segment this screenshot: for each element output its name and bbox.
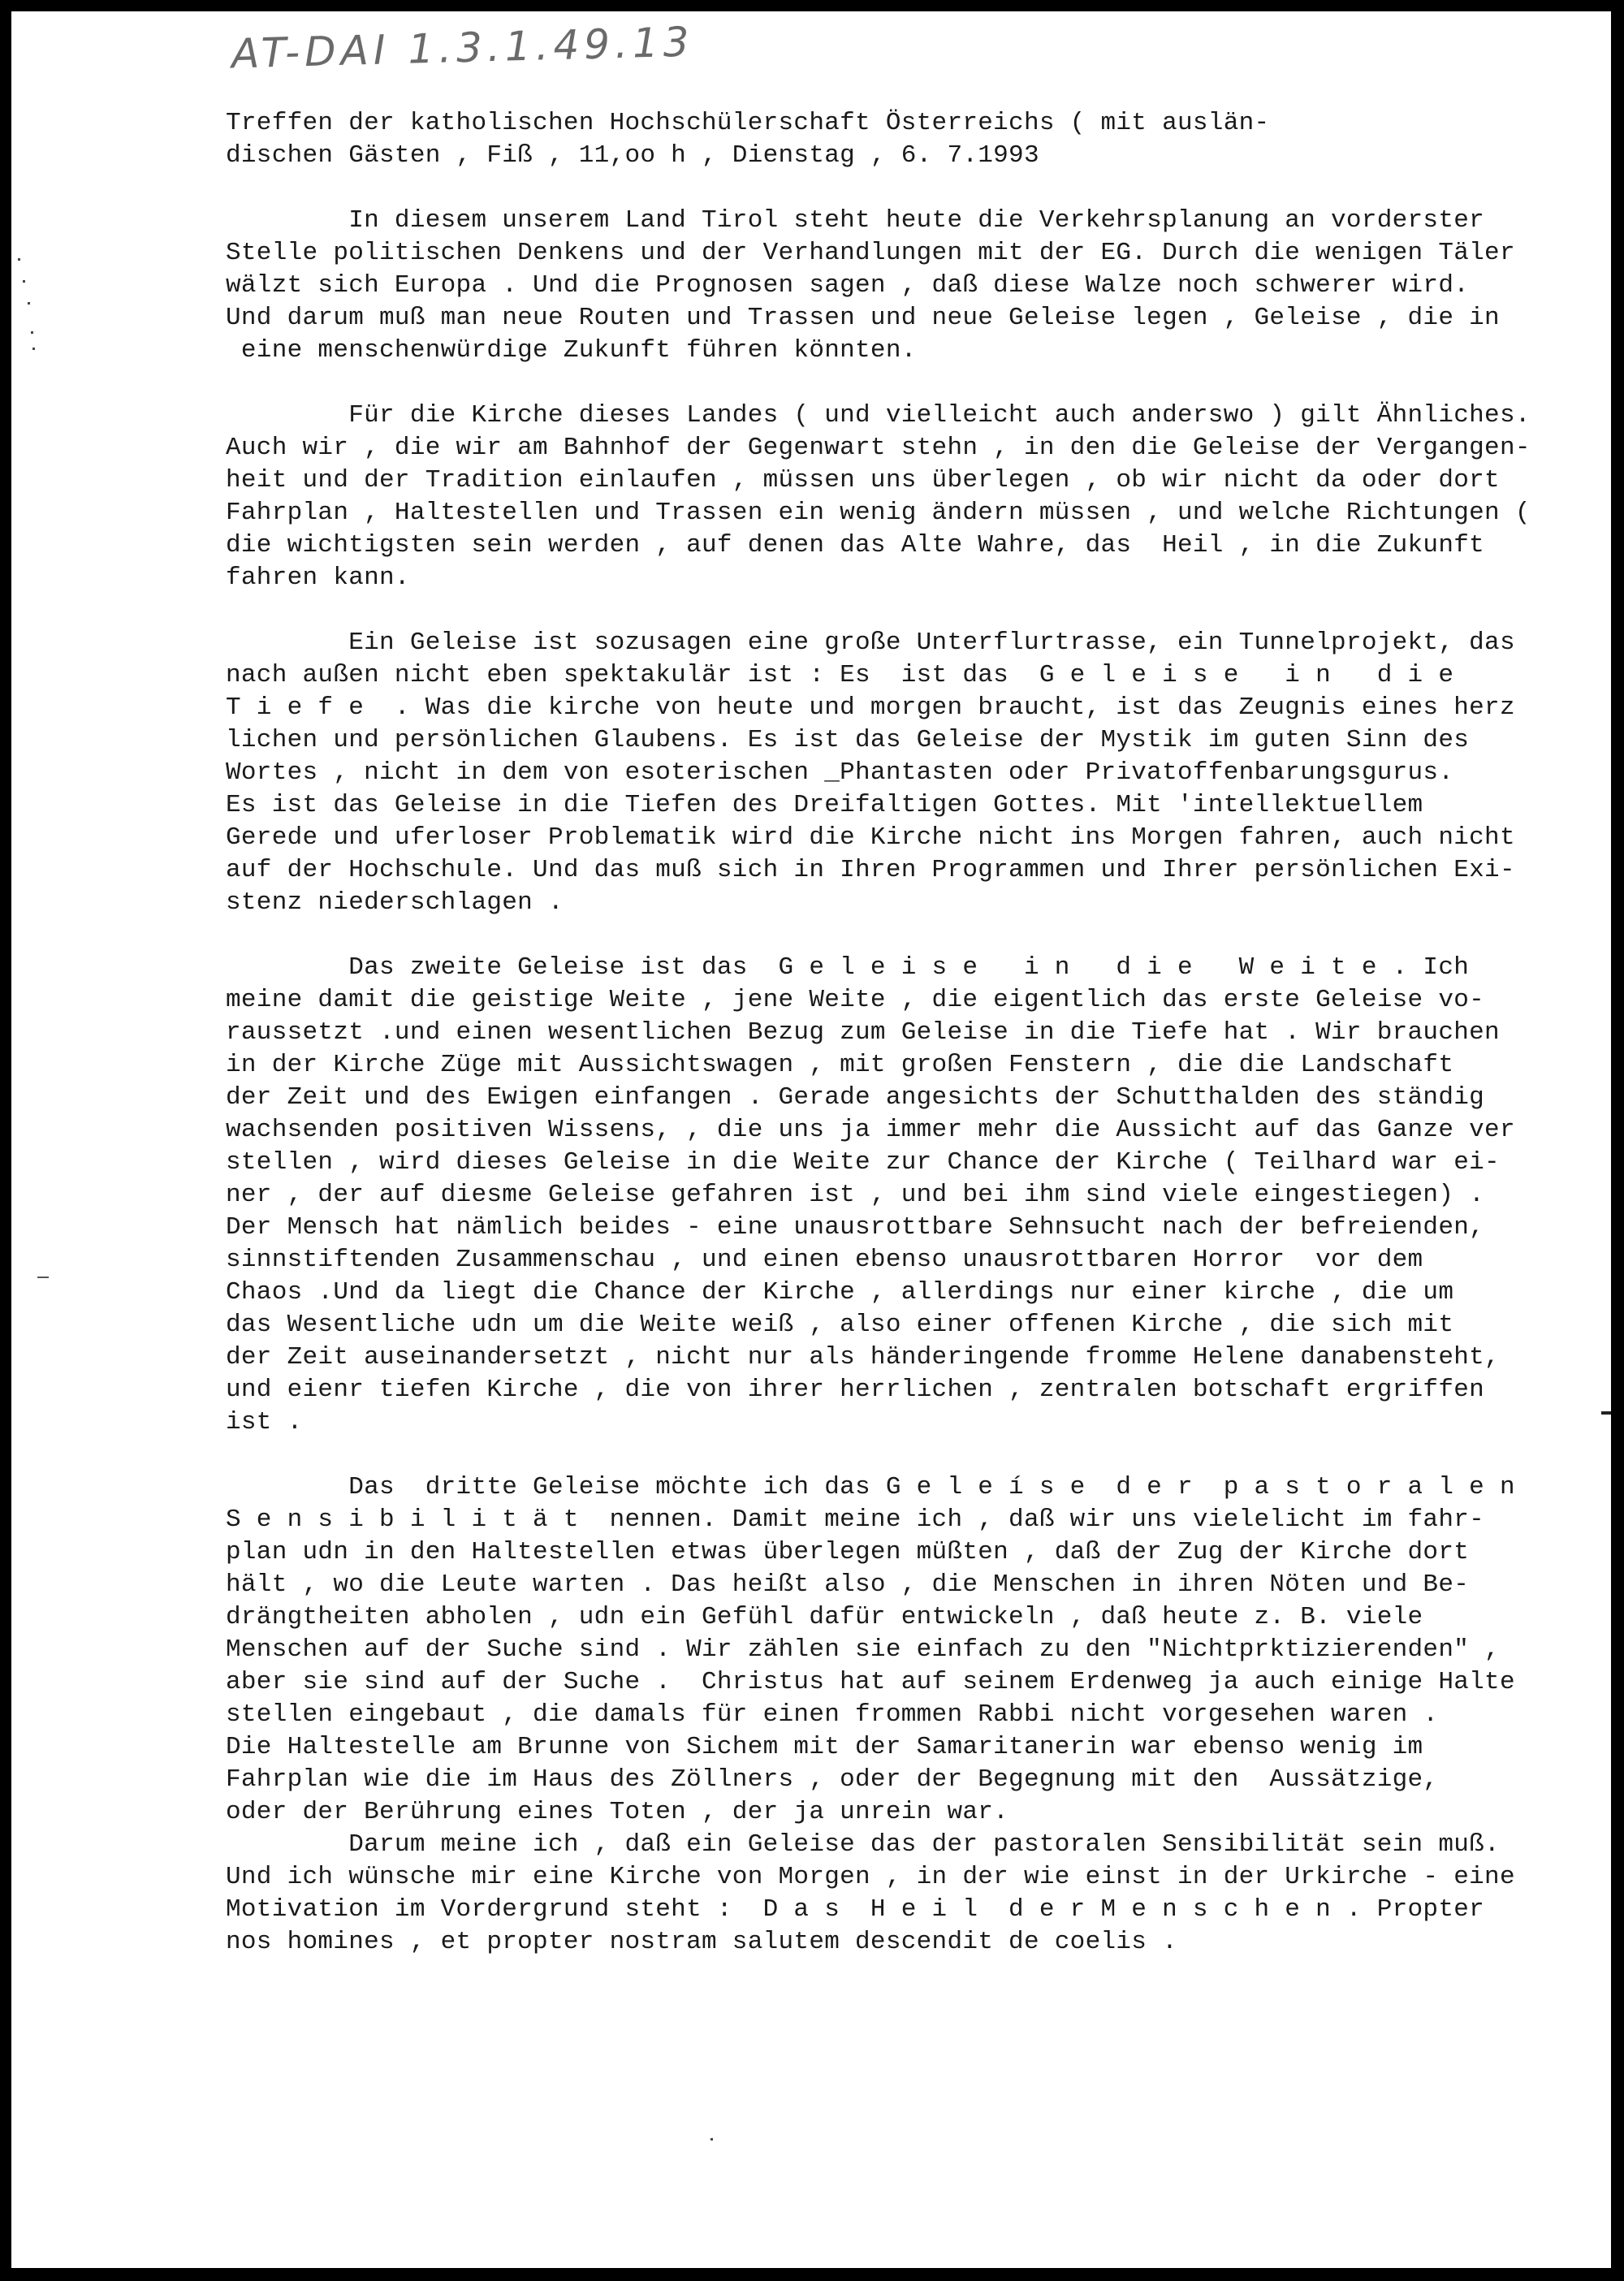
text-line: der Zeit auseinandersetzt , nicht nur als händeringende fromme Helene danabensteht,	[226, 1343, 1500, 1372]
text-line: lichen und persönlichen Glaubens. Es ist das Geleise der Mystik im guten Sinn des	[226, 726, 1470, 754]
text-line: Motivation im Vordergrund steht : D a s H e i l d e r M e n s c h e n . Propter	[226, 1895, 1485, 1924]
text-line: Das zweite Geleise ist das G e l e i s e i n d i e W e i t e . Ich	[226, 953, 1470, 982]
text-line: fahren kann.	[226, 564, 410, 592]
scan-mark	[37, 1277, 49, 1278]
text-line: Stelle politischen Denkens und der Verhandlungen mit der EG. Durch die wenigen Täler	[226, 239, 1515, 267]
scan-speck	[23, 280, 25, 283]
text-line: Für die Kirche dieses Landes ( und vielleicht auch anderswo ) gilt Ähnliches.	[226, 401, 1531, 430]
text-line: und eienr tiefen Kirche , die von ihrer herrlichen , zentralen botschaft ergriffen	[226, 1376, 1485, 1404]
text-line: meine damit die geistige Weite , jene Weite , die eigentlich das erste Geleise vo-	[226, 986, 1485, 1014]
scan-speck	[28, 302, 30, 305]
scan-mark	[1601, 1411, 1611, 1415]
text-line: eine menschenwürdige Zukunft führen könnten.	[226, 336, 917, 365]
text-line: stellen , wird dieses Geleise in die Weite zur Chance der Kirche ( Teilhard war ei-	[226, 1148, 1500, 1177]
text-line: auf der Hochschule. Und das muß sich in Ihren Programmen und Ihrer persönlichen Exi-	[226, 856, 1515, 884]
paragraph-4	[226, 952, 1574, 1439]
text-line: nach außen nicht eben spektakulär ist : Es ist das G e l e i s e i n d i e	[226, 661, 1454, 689]
text-line: sinnstiftenden Zusammenschau , und einen ebenso unausrottbaren Horror vor dem	[226, 1246, 1423, 1274]
archive-code: AT-DAI 1.3.1.49.13	[231, 18, 695, 78]
text-line: ist .	[226, 1408, 303, 1436]
scan-speck	[31, 331, 33, 334]
text-line: Chaos .Und da liegt die Chance der Kirche , allerdings nur einer kirche , die um	[226, 1278, 1454, 1307]
text-line: Und ich wünsche mir eine Kirche von Morgen , in der wie einst in der Urkirche - eine	[226, 1863, 1515, 1891]
text-line: plan udn in den Haltestellen etwas überlegen müßten , daß der Zug der Kirche dort	[226, 1538, 1470, 1566]
text-line: raussetzt .und einen wesentlichen Bezug zum Geleise in die Tiefe hat . Wir brauchen	[226, 1018, 1500, 1047]
text-line: Ein Geleise ist sozusagen eine große Unterflurtrasse, ein Tunnelprojekt, das	[226, 629, 1515, 657]
scan-speck	[18, 258, 20, 261]
text-line: der Zeit und des Ewigen einfangen . Gerade angesichts der Schutthalden des ständig	[226, 1083, 1485, 1112]
text-line: aber sie sind auf der Suche . Christus hat auf seinem Erdenweg ja auch einige Halte	[226, 1668, 1515, 1696]
text-line: Fahrplan wie die im Haus des Zöllners , oder der Begegnung mit den Aussätzige,	[226, 1765, 1439, 1794]
text-line: Auch wir , die wir am Bahnhof der Gegenwart stehn , in den die Geleise der Vergangen-	[226, 434, 1531, 462]
text-line: die wichtigsten sein werden , auf denen das Alte Wahre, das Heil , in die Zukunft	[226, 531, 1485, 559]
text-line: Es ist das Geleise in die Tiefen des Dreifaltigen Gottes. Mit 'intellektuellem	[226, 791, 1423, 819]
text-line: heit und der Tradition einlaufen , müssen uns überlegen , ob wir nicht da oder dort	[226, 466, 1500, 495]
letter-heading	[226, 107, 1574, 172]
text-line: stenz niederschlagen .	[226, 888, 564, 917]
letter-body	[226, 107, 1574, 1959]
text-line: das Wesentliche udn um die Weite weiß , also einer offenen Kirche , die sich mit	[226, 1311, 1454, 1339]
paragraph-3	[226, 627, 1574, 919]
text-line: S e n s i b i l i t ä t nennen. Damit meine ich , daß wir uns vielelicht im fahr-	[226, 1506, 1485, 1534]
text-line: Gerede und uferloser Problematik wird die Kirche nicht ins Morgen fahren, auch nicht	[226, 823, 1515, 852]
text-line: oder der Berührung eines Toten , der ja unrein war.	[226, 1798, 1009, 1826]
text-line: Die Haltestelle am Brunne von Sichem mit der Samaritanerin war ebenso wenig im	[226, 1733, 1423, 1761]
text-line: nos homines , et propter nostram salutem descendit de coelis .	[226, 1928, 1177, 1956]
heading-line: Treffen der katholischen Hochschülerschaft Österreichs ( mit auslän-	[226, 109, 1270, 137]
heading-line: dischen Gästen , Fiß , 11,oo h , Dienstag , 6. 7.1993	[226, 141, 1039, 170]
text-line: Der Mensch hat nämlich beides - eine unausrottbare Sehnsucht nach der befreienden,	[226, 1213, 1485, 1242]
scan-speck	[710, 2138, 713, 2141]
text-line: Wortes , nicht in dem von esoterischen _Phantasten oder Privatoffenbarungsgurus.	[226, 758, 1454, 787]
text-line: Darum meine ich , daß ein Geleise das der pastoralen Sensibilität sein muß.	[226, 1830, 1500, 1859]
text-line: stellen eingebaut , die damals für einen frommen Rabbi nicht vorgesehen waren .	[226, 1700, 1439, 1729]
text-line: Fahrplan , Haltestellen und Trassen ein wenig ändern müssen , und welche Richtungen (	[226, 499, 1531, 527]
paragraph-2	[226, 400, 1574, 594]
text-line: hält , wo die Leute warten . Das heißt also , die Menschen in ihren Nöten und Be-	[226, 1570, 1470, 1599]
text-line: T i e f e . Was die kirche von heute und morgen braucht, ist das Zeugnis eines herz	[226, 693, 1515, 722]
text-line: ner , der auf diesme Geleise gefahren ist , und bei ihm sind viele eingestiegen) .	[226, 1181, 1485, 1209]
text-line: Das dritte Geleise möchte ich das G e l e í s e d e r p a s t o r a l e n	[226, 1473, 1515, 1501]
text-line: Und darum muß man neue Routen und Trassen und neue Geleise legen , Geleise , die in	[226, 304, 1500, 332]
text-line: wachsenden positiven Wissens, , die uns ja immer mehr die Aussicht auf das Ganze ver	[226, 1116, 1515, 1144]
text-line: in der Kirche Züge mit Aussichtswagen , mit großen Fenstern , die die Landschaft	[226, 1051, 1454, 1079]
paragraph-1	[226, 205, 1574, 367]
paragraph-5	[226, 1471, 1574, 1959]
text-line: In diesem unserem Land Tirol steht heute die Verkehrsplanung an vorderster	[226, 206, 1485, 235]
text-line: wälzt sich Europa . Und die Prognosen sagen , daß diese Walze noch schwerer wird.	[226, 271, 1470, 300]
text-line: drängtheiten abholen , udn ein Gefühl dafür entwickeln , daß heute z. B. viele	[226, 1603, 1423, 1631]
text-line: Menschen auf der Suche sind . Wir zählen sie einfach zu den "Nichtprktizierenden" ,	[226, 1635, 1500, 1664]
scan-speck	[32, 348, 35, 350]
